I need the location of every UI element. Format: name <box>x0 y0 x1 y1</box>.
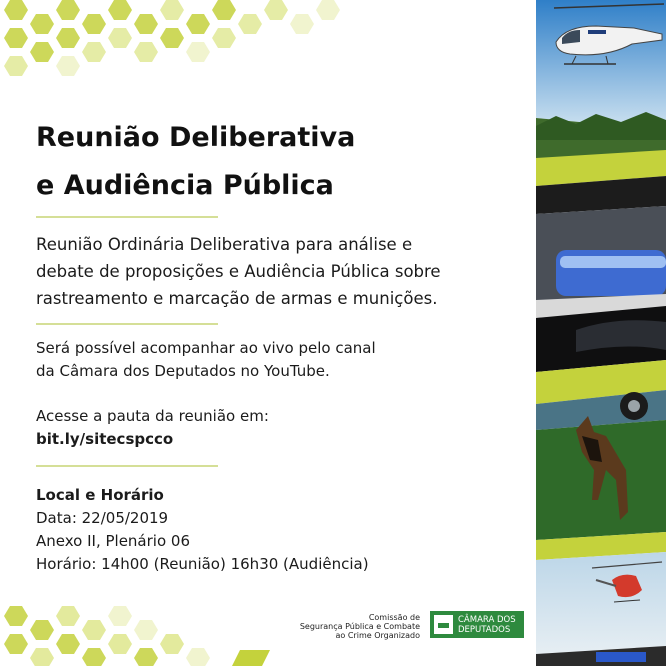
hexagon-pattern-top <box>0 0 340 90</box>
divider-1 <box>36 216 218 218</box>
agenda-link[interactable]: bit.ly/sitecspcco <box>36 430 174 448</box>
description-line-2: debate de proposições e Audiência Pública sobre <box>36 262 441 281</box>
details-place: Anexo II, Plenário 06 <box>36 532 190 550</box>
logo-line-1: CÂMARA DOS <box>458 615 516 625</box>
agenda-info <box>36 405 269 451</box>
logo-line-2: DEPUTADOS <box>458 625 511 635</box>
livestream-info <box>36 337 376 383</box>
commission-line-1: Comissão de <box>368 613 420 622</box>
agenda-label: Acesse a pauta da reunião em: <box>36 407 269 425</box>
title-line-2: e Audiência Pública <box>36 170 334 201</box>
title-line-1: Reunião Deliberativa <box>36 122 356 153</box>
description-line-1: Reunião Ordinária Deliberativa para análise e <box>36 235 413 254</box>
commission-line-2: Segurança Pública e Combate <box>299 622 420 631</box>
details-date: Data: 22/05/2019 <box>36 509 169 527</box>
camara-logo <box>430 611 524 638</box>
details-time: Horário: 14h00 (Reunião) 16h30 (Audiência) <box>36 555 369 573</box>
meeting-description <box>36 231 456 312</box>
camara-logo-icon <box>434 615 453 634</box>
details-heading: Local e Horário <box>36 486 164 504</box>
livestream-line-1: Será possível acompanhar ao vivo pelo canal <box>36 339 376 357</box>
divider-2 <box>36 323 218 325</box>
livestream-line-2: da Câmara dos Deputados no YouTube. <box>36 362 330 380</box>
page-title <box>36 114 355 210</box>
location-time <box>36 484 369 576</box>
commission-line-3: ao Crime Organizado <box>335 631 420 640</box>
photo-collage <box>536 0 666 666</box>
divider-3 <box>36 465 218 467</box>
description-line-3: rastreamento e marcação de armas e munições. <box>36 289 438 308</box>
hexagon-pattern-bottom <box>0 596 270 666</box>
commission-name <box>282 613 420 640</box>
